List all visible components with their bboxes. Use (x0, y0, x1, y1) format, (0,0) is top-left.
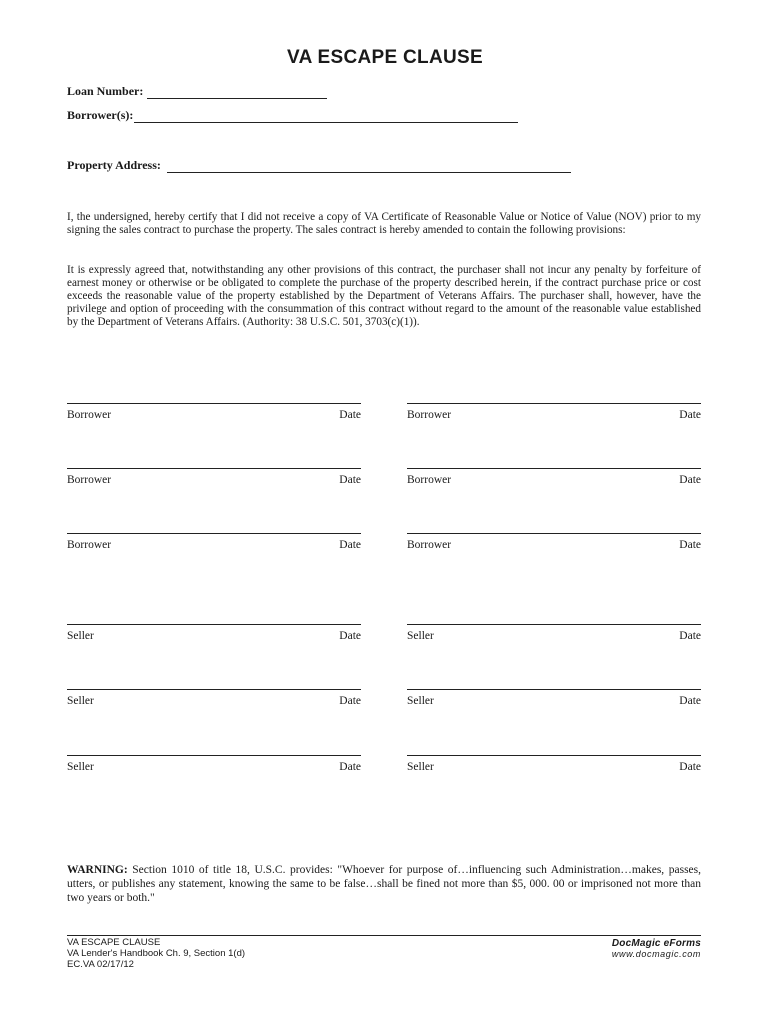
warning-label: WARNING: (67, 864, 128, 876)
date-label: Date (339, 761, 361, 773)
seller-signature-line[interactable] (67, 689, 361, 707)
warning-text: Section 1010 of title 18, U.S.C. provides: "Whoever for purpose of…influencing such Administration…makes, passes, utters, or publishes any statement, knowing the same to be false…shall be fined not more than $5, 000. 00 or imprisoned not more than two years or both." (67, 864, 701, 904)
borrower-signature-line[interactable] (407, 468, 701, 486)
borrower-label: Borrower (67, 409, 112, 421)
property-address-row (67, 158, 571, 173)
date-label: Date (679, 474, 701, 486)
borrowers-row (67, 108, 518, 123)
date-label: Date (339, 630, 361, 642)
seller-label: Seller (407, 695, 434, 707)
borrower-signature-line[interactable] (67, 533, 361, 551)
borrower-label: Borrower (67, 539, 112, 551)
certification-paragraph: I, the undersigned, hereby certify that I did not receive a copy of VA Certificate of Reasonable Value or Notice of Value (NOV) prior to my signing the sales contract to purchase the property. The sales contract is hereby amended to contain the following provisions: (67, 211, 701, 236)
borrowers-field[interactable] (134, 109, 518, 123)
date-label: Date (339, 695, 361, 707)
date-label: Date (679, 761, 701, 773)
borrower-label: Borrower (67, 474, 112, 486)
date-label: Date (339, 409, 361, 421)
seller-label: Seller (67, 761, 94, 773)
seller-signature-line[interactable] (67, 624, 361, 642)
provisions-paragraph: It is expressly agreed that, notwithstanding any other provisions of this contract, the purchaser shall not incur any penalty by forfeiture of earnest money or otherwise or be obligated to complete the purchase of the property described herein, if the contract purchase price or cost exceeds the reasonable value of the property established by the Department of Veterans Affairs. The purchaser shall, however, have the privilege and option of proceeding with the consummation of this contract without regard to the amount of the reasonable value established by the Department of Veterans Affairs. (Authority: 38 U.S.C. 501, 3703(c)(1)). (67, 264, 701, 328)
seller-signature-line[interactable] (407, 755, 701, 773)
seller-signature-line[interactable] (407, 689, 701, 707)
borrower-signature-line[interactable] (407, 403, 701, 421)
date-label: Date (679, 695, 701, 707)
date-label: Date (339, 474, 361, 486)
date-label: Date (339, 539, 361, 551)
warning-notice (67, 863, 701, 905)
logo-text: DocMagic eForms (611, 938, 701, 949)
borrower-signature-line[interactable] (407, 533, 701, 551)
document-title: VA ESCAPE CLAUSE (287, 47, 483, 68)
date-label: Date (679, 539, 701, 551)
borrower-label: Borrower (407, 474, 452, 486)
seller-label: Seller (67, 695, 94, 707)
loan-number-label: Loan Number: (67, 84, 144, 98)
footer-form-code: EC.VA 02/17/12 (67, 959, 134, 970)
footer-divider (67, 935, 701, 936)
footer-form-title: VA ESCAPE CLAUSE (67, 937, 161, 948)
seller-label: Seller (407, 761, 434, 773)
property-address-label: Property Address: (67, 158, 161, 172)
date-label: Date (679, 409, 701, 421)
footer-form-info (67, 937, 245, 970)
docmagic-logo (612, 938, 701, 959)
date-label: Date (679, 630, 701, 642)
borrowers-label: Borrower(s): (67, 108, 134, 122)
borrower-signature-line[interactable] (67, 468, 361, 486)
logo-url: www.docmagic.com (611, 949, 701, 959)
seller-signature-line[interactable] (67, 755, 361, 773)
seller-signature-line[interactable] (407, 624, 701, 642)
loan-number-row (67, 84, 327, 99)
borrower-signature-line[interactable] (67, 403, 361, 421)
property-address-field[interactable] (167, 159, 571, 173)
seller-label: Seller (67, 630, 94, 642)
borrower-label: Borrower (407, 539, 452, 551)
footer-handbook-ref: VA Lender's Handbook Ch. 9, Section 1(d) (67, 948, 246, 959)
loan-number-field[interactable] (147, 85, 327, 99)
seller-label: Seller (407, 630, 434, 642)
borrower-label: Borrower (407, 409, 452, 421)
